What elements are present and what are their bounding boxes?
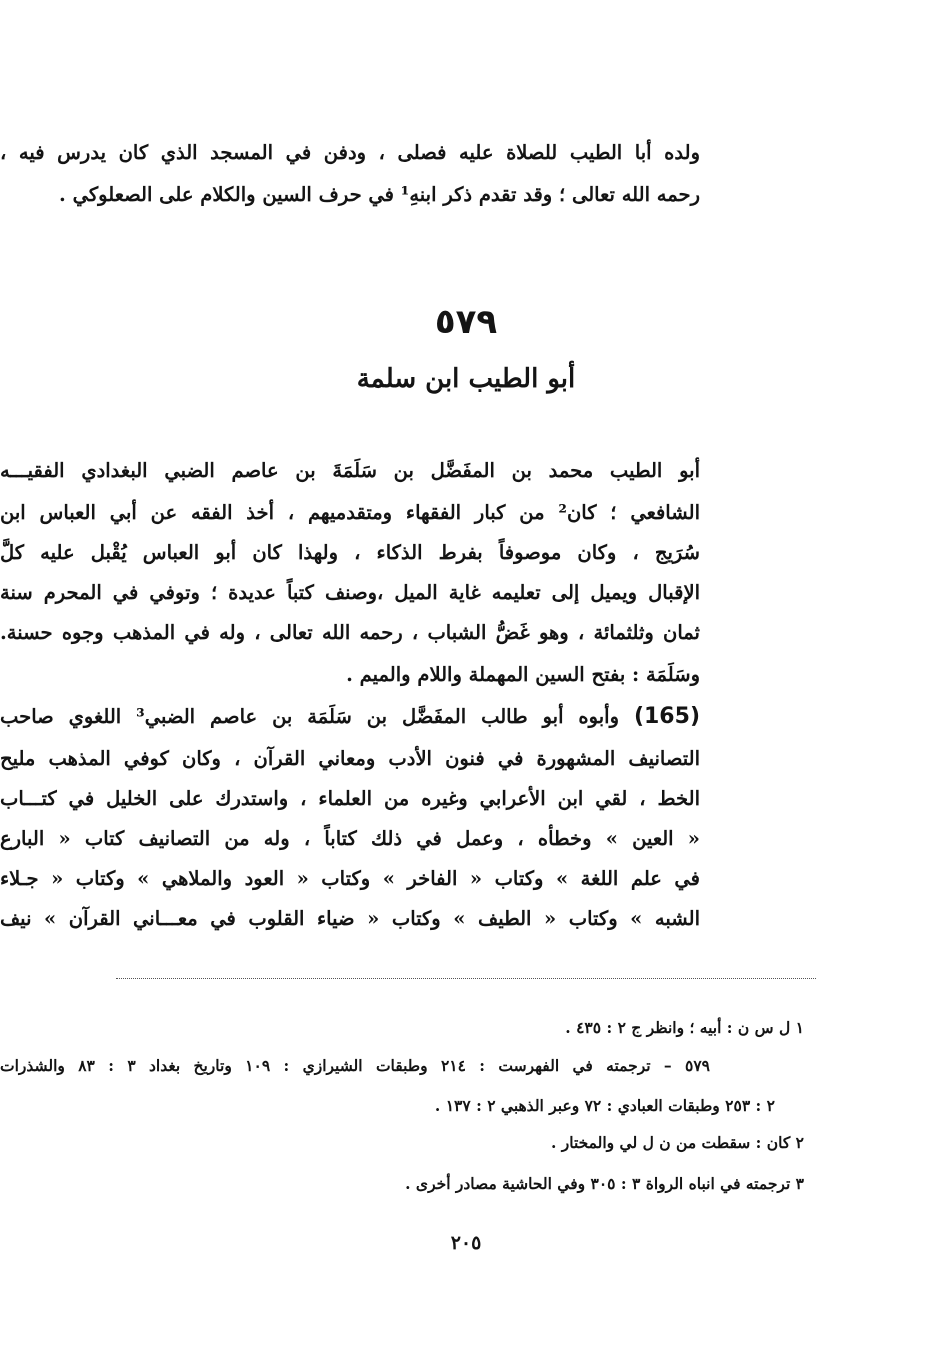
footnote-3: ٣ ترجمته في انباه الرواة ٣ : ٣٠٥ وفي الحاشية مصادر أخرى . xyxy=(405,1174,804,1193)
footnote-1: ١ ل س ن : أبيه ؛ وانظر ج ٢ : ٤٣٥ . xyxy=(565,1018,804,1037)
body-line: في علم اللغة » وكتاب « الفاخر » وكتاب « العود والملاهي » وكتاب « جـلاء xyxy=(0,867,700,890)
entry-title: أبو الطيب ابن سلمة xyxy=(356,364,576,394)
body-line: ثمان وثلثمائة ، وهو غَضُّ الشباب ، رحمه الله تعالى ، وله في المذهب وجوه حسنة. xyxy=(0,621,700,644)
footnote-divider xyxy=(116,978,816,979)
intro-line-1: ولده أبا الطيب للصلاة عليه فصلى ، ودفن في المسجد الذي كان يدرس فيه ، xyxy=(0,141,700,164)
body-line: الشبه » وكتاب « الطيف » وكتاب « ضياء القلوب في معـــاني القرآن » نيف xyxy=(0,907,700,930)
body-line: الشافعي ؛ كان² من كبار الفقهاء ومتقدميهم ، أخذ الفقه عن أبي العباس ابن xyxy=(0,501,701,524)
note-label: (165) xyxy=(633,704,700,729)
body-line: التصانيف المشهورة في فنون الأدب ومعاني القرآن ، وكان كوفي المذهب مليح xyxy=(0,747,700,770)
footnote-579: ٥٧٩ – ترجمته في الفهرست : ٢١٤ وطبقات الشيرازي : ١٠٩ وتاريخ بغداد ٣ : ٨٣ والشذرات xyxy=(0,1056,710,1075)
page-number: ٢٠٥ xyxy=(450,1232,482,1254)
body-line: « العين » وخطأه ، وعمل في ذلك كتاباً ، وله من التصانيف كتاب « البارع xyxy=(0,827,700,850)
body-line: الخط ، لقي ابن الأعرابي وغيره من العلماء ، واستدرك على الخليل في كتـــاب xyxy=(0,787,700,810)
paragraph-note: وسَلَمَة : بفتح السين المهملة واللام والميم . xyxy=(346,663,700,686)
body-line: أبو الطيب محمد بن المفَضَّل بن سَلَمَةَ بن عاصم الضبي البغدادي الفقيـــه xyxy=(0,459,700,482)
body-line: سُرَيج ، وكان موصوفاً بفرط الذكاء ، ولهذا كان أبو العباس يُقْبل عليه كلَّ xyxy=(0,541,700,564)
paragraph-3-first-text: وأبوه أبو طالب المفَضَّل بن سَلَمَة بن عاصم الضبي³ اللغوي صاحب xyxy=(0,705,619,728)
intro-line-2: رحمه الله تعالى ؛ وقد تقدم ذكر ابنهِ¹ في حرف السين والكلام على الصعلوكي . xyxy=(59,183,700,206)
footnote-579-cont: ٢ : ٢٥٣ وطبقات العبادي : ٧٢ وعبر الذهبي ٢ : ١٣٧ . xyxy=(434,1096,775,1115)
entry-number: ٥٧٩ xyxy=(434,302,498,342)
footnote-2: ٢ كان : سقطت من ن ل لي والمختار . xyxy=(550,1133,804,1152)
paragraph-3-first-line xyxy=(0,702,700,732)
body-line: الإقبال ويميل إلى تعليمه غاية الميل ،وصنف كتباً عديدة ؛ وتوفي في المحرم سنة xyxy=(0,581,700,604)
